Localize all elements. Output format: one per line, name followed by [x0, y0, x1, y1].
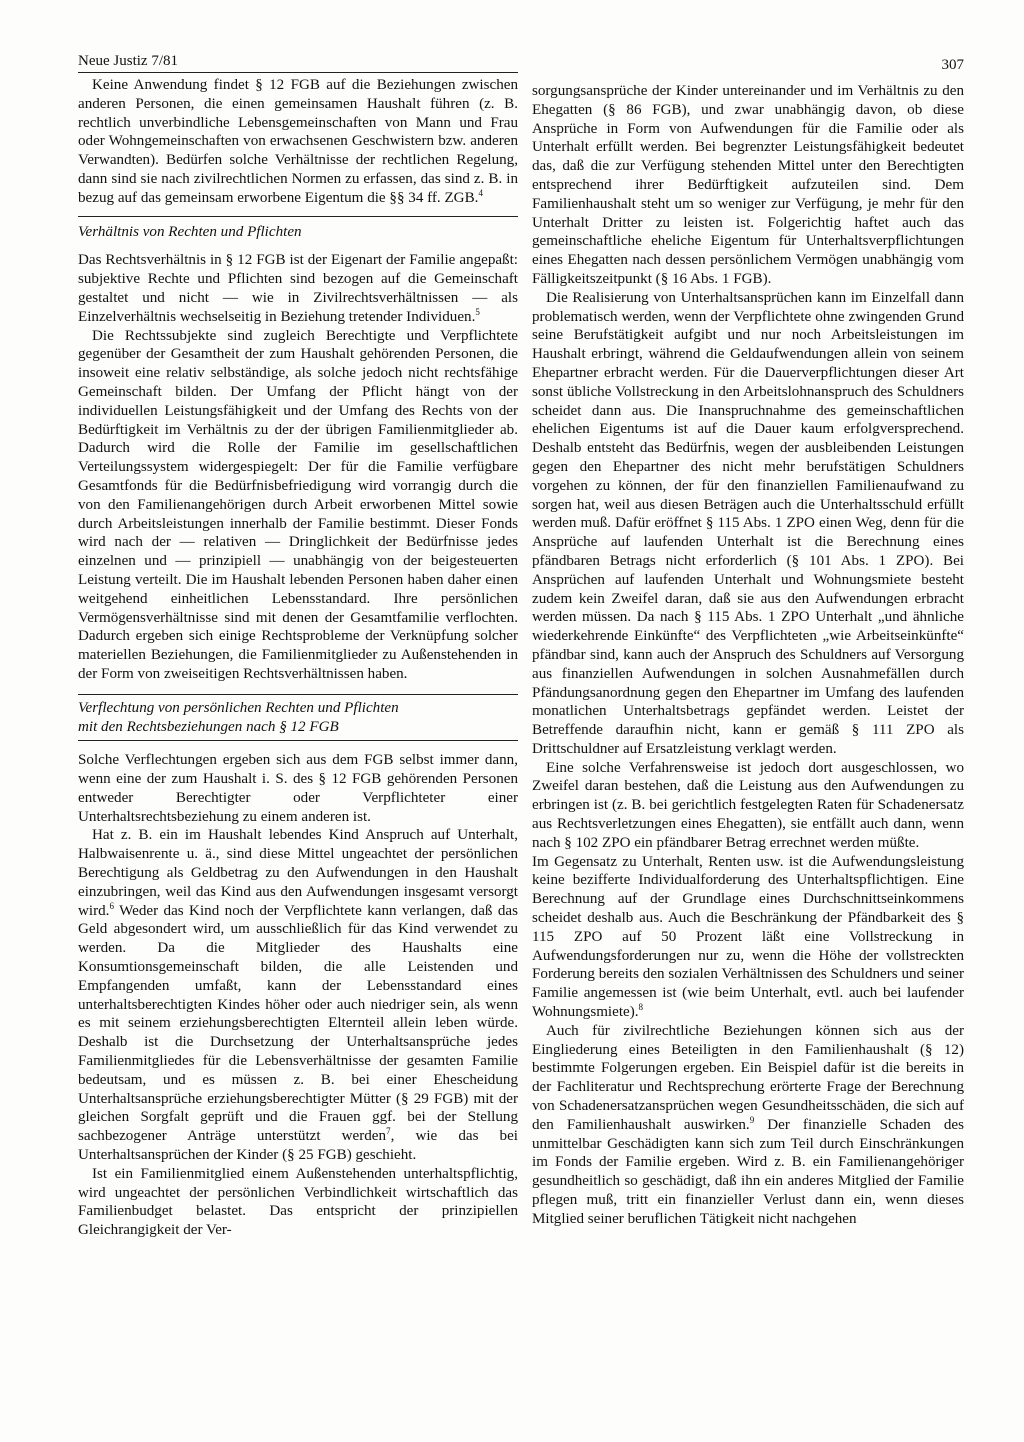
paragraph-text: Keine Anwendung findet § 12 FGB auf die Beziehungen zwischen anderen Personen, die einen gemeinsamen Haushalt führen (z. B. rechtlich unverbindliche Lebensgemeinschaften von Mann und Frau oder Wohngemeinschaften von erwachsenen Geschwistern bzw. anderen Verwandten). Bedürfen solche Verhältnisse der rechtlichen Regelung, dann sind sie nach zivilrechtlichen Normen zu erfassen, das sind z. B. in bezug auf das gemeinsam erworbene Eigentum die §§ 34 ff. ZGB.: [78, 77, 518, 206]
footnote-ref: 8: [638, 1002, 644, 1013]
paragraph: [78, 826, 518, 1164]
header-rule: [78, 72, 518, 73]
section-heading: Verhältnis von Rechten und Pflichten: [78, 216, 518, 242]
journal-title: Neue Justiz 7/81: [78, 53, 178, 69]
paragraph-text: Das Rechtsverhältnis in § 12 FGB ist der Eigenart der Familie angepaßt: subjektive Rechte und Pflichten sind bezogen auf die Gemeinschaft gestaltet und nicht — wie in Zivilrechtsverhältnissen — als Einzelverhältnis wechselseitig in Beziehung tretender Individuen.: [78, 252, 518, 325]
paragraph: [532, 1022, 964, 1229]
left-column: [78, 76, 518, 1386]
footnote-ref: 9: [749, 1114, 755, 1125]
section-heading: [78, 694, 518, 742]
paragraph: Solche Verflechtungen ergeben sich aus dem FGB selbst immer dann, wenn eine der zum Haushalt i. S. des § 12 FGB gehörenden Personen entweder Berechtigter oder Verpflichteter einer Unterhaltsrechtsbeziehung zu einem anderen ist.: [78, 752, 518, 825]
paragraph: Ist ein Familienmitglied einem Außenstehenden unterhaltspflichtig, wird ungeachtet der persönlichen Verbindlichkeit wirtschaftlich das Familienbudget belastet. Das entspricht der prinzipiellen Gleichrangigkeit der Ver-: [78, 1165, 518, 1239]
footnote-ref: 5: [475, 306, 480, 317]
footnote-ref: 4: [478, 187, 483, 198]
paragraph-text: Weder das Kind noch der Verpflichtete kann verlangen, daß das Geld abgesondert wird, um ausschließlich für das Kind verwendet zu werden. Da die Mitglieder des Haushalts eine Konsumtionsgemeinschaft bilden, die alle Leistenden und Empfangenden umfaßt, kann der Lebensstandard eines unterhaltsberechtigten Kindes höher oder auch niedriger sein, als wenn es mit seinem erziehungsberechtigten Elternteil allein leben würde. Deshalb ist die Durchsetzung der Unterhaltsansprüche jedes Familienmitgliedes für die Lebensverhältnisse der gesamten Familie bedeutsam, und es müssen z. B. bei einer Ehescheidung Unterhaltsansprüche erziehungsberechtigter Mütter (§ 29 FGB) mit der gleichen Sorgfalt geprüft und die Frauen ggf. bei der Stellung sachbezogener Anträge unterstützt werden: [78, 902, 518, 1145]
page-number: 307: [941, 57, 964, 73]
paragraph-text: Hat z. B. ein im Haushalt lebendes Kind Anspruch auf Unterhalt, Halbwaisenrente u. ä., sind diese Mittel ungeachtet der persönlichen Berechtigung als Geldbetrag zu den Aufwendungen in den Haushalt einzubringen, weil das Kind aus den Aufwendungen insgesamt versorgt wird.: [78, 827, 518, 919]
section-heading-line: Verflechtung von persönlichen Rechten und Pflichten: [78, 699, 399, 716]
paragraph: Die Rechtssubjekte sind zugleich Berechtigte und Verpflichtete gegenüber der Gesamtheit der zum Haushalt gehörenden Personen, die insoweit eine relativ selbständige, als solche jedoch nicht rechtsfähige Gemeinschaft bilden. Der Umfang der Pflicht hängt von der individuellen Leistungsfähigkeit und der Umfang des Rechts von der Bedürftigkeit im Verhältnis zu der der übrigen Familienmitglieder ab. Dadurch wird die Rolle der Familie im gesellschaftlichen Verteilungssystem widergespiegelt: Der für die Familie verfügbare Gesamtfonds für die Bedürfnisbefriedigung wird vorrangig durch die von den Familienangehörigen durch Arbeit erworbenen Mittel sowie durch Arbeitsleistungen innerhalb der Familie bestimmt. Dieser Fonds wird nach der — relativen — Dringlichkeit der Bedürfnisse jedes einzelnen und — prinzipiell — unabhängig von der beigesteuerten Leistung verteilt. Die im Haushalt lebenden Personen haben daher einen weitgehend einheitlichen Lebensstandard. Ihre persönlichen Vermögensverhältnisse sind mit denen der Gesamtfamilie verflochten. Dadurch ergeben sich einige Rechtsprobleme der Verknüpfung solcher materiellen Beziehungen, die Familienmitglieder zu Außenstehenden in der Form von zweiseitigen Rechtsverhältnissen haben.: [78, 327, 518, 682]
paragraph: [532, 853, 964, 1022]
paragraph-text: Der finanzielle Schaden des unmittelbar Geschädigten kann sich zum Teil durch Einschränkungen im Fonds der Familie ergeben. Wird z. B. ein Familienangehöriger gesundheitlich so geschädigt, daß ihn ein anderes Mitglied der Familie pflegen muß, tritt ein finanzieller Verlust dann ein, wenn dieses Mitglied seiner beruflichen Tätigkeit nicht nachgehen: [532, 1116, 964, 1227]
paragraph-text: Im Gegensatz zu Unterhalt, Renten usw. ist die Aufwendungsleistung keine bezifferte Individualforderung des Unterhaltspflichtigen. Eine Berechnung auf der Grundlage eines Durchschnittseinkommens scheidet deshalb aus. Auch die Beschränkung der Pfändbarkeit des § 115 ZPO auf 50 Prozent läßt eine Vollstreckung in Aufwendungsforderungen nur zu, wenn die Höhe der vollstreckten Forderung bereits den sozialen Verhältnissen des Schuldners und seiner Familie angemessen ist (wie beim Unterhalt, evtl. auch bei laufender Wohnungsmiete).: [532, 853, 964, 1021]
paragraph: sorgungsansprüche der Kinder untereinander und im Verhältnis zu den Ehegatten (§ 86 FGB), und zwar unabhängig davon, ob diese Ansprüche in Form von Aufwendungen für die Familie oder als Unterhalt erfüllt werden. Bei begrenzter Leistungsfähigkeit bedeutet das, daß die zur Verfügung stehenden Mittel unter den Berechtigten entsprechend ihrer Bedürftigkeit aufzuteilen sind. Dem Familienhaushalt steht um so weniger zur Verfügung, je mehr für den Unterhalt Dritter zu leisten ist. Folgerichtig haftet auch das gemeinschaftliche eheliche Eigentum für Unterhaltsverpflichtungen eines Ehegatten nach dessen persönlichem Vermögen unabhängig vom Fälligkeitszeitpunkt (§ 16 Abs. 1 FGB).: [532, 83, 964, 287]
paragraph: Die Realisierung von Unterhaltsansprüchen kann im Einzelfall dann problematisch werden, wenn der Verpflichtete ohne zwingenden Grund seine Berufstätigkeit aufgibt und nur noch Arbeitsleistungen im Haushalt erbringt, während die Geldaufwendungen allein von seinem Ehepartner erbracht werden. Für die Dauerverpflichtungen dieser Art sonst übliche Vollstreckung in den Arbeitslohnanspruch des Schuldners scheidet dann aus. Die Inanspruchnahme des gemeinschaftlichen ehelichen Eigentums ist auf die Dauer kaum erfolgversprechend. Deshalb entsteht das Bedürfnis, wegen der ausbleibenden Leistungen gegen den Ehepartner des nicht mehr berufstätigen Schuldners vorgehen zu können, der für den finanziellen Familienaufwand zu sorgen hat, weil aus diesen Beträgen auch die Unterhaltsschuld erfüllt werden muß. Dafür eröffnet § 115 Abs. 1 ZPO einen Weg, denn für die Ansprüche auf laufenden Unterhalt ist die Berechnung eines pfändbaren Betrags nicht erforderlich (§ 101 Abs. 1 ZPO). Bei Ansprüchen auf laufenden Unterhalt und Wohnungsmiete besteht zudem kein Zweifel daran, daß sie aus den Aufwendungen erbracht werden müssen. Da nach § 115 Abs. 1 ZPO Unterhalt „und ähnliche wiederkehrende Einkünfte“ des Verpflichteten „wie Arbeitseinkünfte“ pfändbar sind, kann auch der Anspruch des Schuldners auf Versorgung aus finanziellen Aufwendungen in solchen Ausnahmefällen durch Pfändungsanordnung gegen den Ehepartner im Umfang des laufenden monatlichen Unterhaltsbetrags gepfändet werden. Leistet der Betreffende daraufhin nicht, kann er gemäß § 111 ZPO als Drittschuldner auf Ersatzleistung verklagt werden.: [532, 289, 964, 757]
paragraph: [78, 76, 518, 208]
paragraph: Eine solche Verfahrensweise ist jedoch dort ausgeschlossen, wo Zweifel daran bestehen, daß die Leistung aus den Aufwendungen zu erbringen ist (z. B. bei gerichtlich festgelegten Raten für Schadenersatz aus Rechtsverletzungen eines Ehegatten), sie entfällt auch dann, wenn nach § 102 ZPO ein pfändbarer Betrag errechnet werden müßte.: [532, 759, 964, 851]
footnote-ref: 7: [386, 1126, 391, 1137]
right-column: [532, 82, 964, 1392]
footnote-ref: 6: [109, 900, 114, 911]
page-header: [78, 48, 964, 73]
paragraph-text: , wie das bei Unterhaltsansprüchen der Kinder (§ 25 FGB) geschieht.: [78, 1128, 518, 1164]
paragraph: [78, 251, 518, 326]
section-heading-line: mit den Rechtsbeziehungen nach § 12 FGB: [78, 718, 339, 735]
paragraph-text: Auch für zivilrechtliche Beziehungen können sich aus der Eingliederung eines Beteiligten in den Familienhaushalt (§ 12) bestimmte Folgerungen ergeben. Ein Beispiel dafür ist die bereits in der Fachliteratur und Rechtsprechung erörterte Frage der Berechnung von Schadenersatzansprüchen wegen Gesundheitsschäden, die sich auf den Familienhaushalt auswirken.: [532, 1022, 964, 1133]
